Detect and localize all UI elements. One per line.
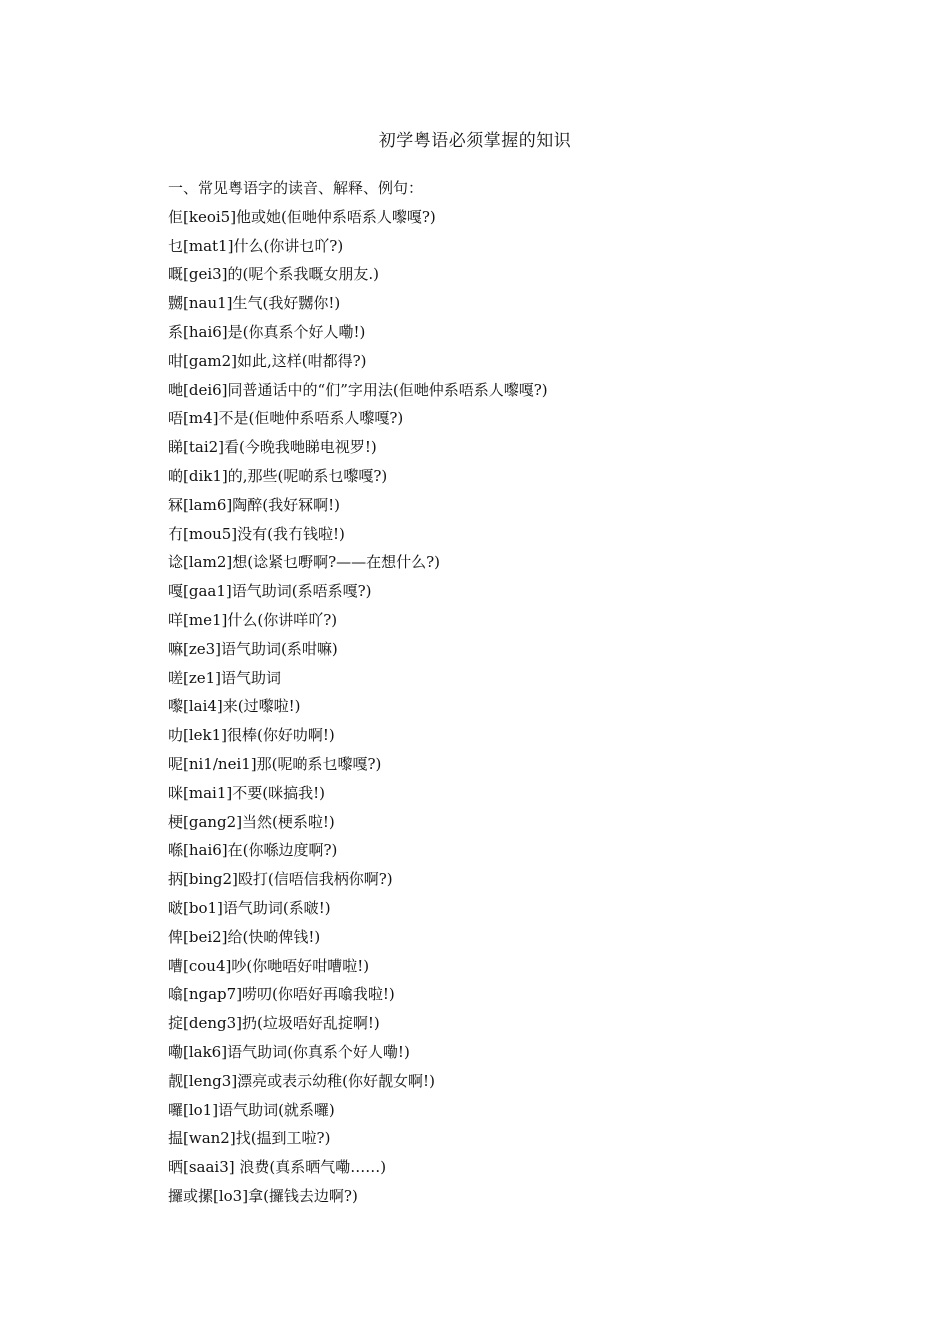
vocab-entry: 唔[m4]不是(佢哋仲系唔系人嚟嘎?) bbox=[168, 409, 404, 428]
vocab-entry: 噏[ngap7]唠叨(你唔好再噏我啦!) bbox=[168, 985, 395, 1004]
vocab-entry: 喺[hai6]在(你喺边度啊?) bbox=[168, 841, 338, 860]
vocabulary-list bbox=[168, 203, 868, 1211]
vocab-entry: 咩[me1]什么(你讲咩吖?) bbox=[168, 610, 338, 629]
vocab-entry: 呢[ni1/nei1]那(呢啲系乜嚟嘎?) bbox=[168, 754, 382, 773]
vocab-entry: 攞或摞[lo3]拿(攞钱去边啊?) bbox=[168, 1186, 358, 1205]
vocab-entry: 嘞[lak6]语气助词(你真系个好人嘞!) bbox=[168, 1042, 410, 1061]
vocab-entry: 啵[bo1]语气助词(系啵!) bbox=[168, 898, 331, 917]
vocab-entry: 啲[dik1]的,那些(呢啲系乜嚟嘎?) bbox=[168, 466, 388, 485]
vocab-entry: 掟[deng3]扔(垃圾唔好乱掟啊!) bbox=[168, 1014, 380, 1033]
vocab-entry: 冇[mou5]没有(我冇钱啦!) bbox=[168, 524, 345, 543]
vocab-entry: 嘛[ze3]语气助词(系咁嘛) bbox=[168, 639, 338, 658]
vocab-entry: 嘎[gaa1]语气助词(系唔系嘎?) bbox=[168, 582, 372, 601]
vocab-entry: 晒[saai3] 浪费(真系晒气嘞……) bbox=[168, 1158, 387, 1177]
vocab-entry: 谂[lam2]想(谂紧乜嘢啊?——在想什么?) bbox=[168, 553, 441, 572]
vocab-entry: 哋[dei6]同普通话中的“们”字用法(佢哋仲系唔系人嚟嘎?) bbox=[168, 380, 548, 399]
vocab-entry: 梗[gang2]当然(梗系啦!) bbox=[168, 812, 335, 831]
document-body bbox=[168, 174, 868, 1211]
vocab-entry: 靓[leng3]漂亮或表示幼稚(你好靓女啊!) bbox=[168, 1071, 435, 1090]
vocab-entry: 系[hai6]是(你真系个好人嘞!) bbox=[168, 322, 366, 341]
vocab-entry: 嗟[ze1]语气助词 bbox=[168, 668, 282, 687]
vocab-entry: 佢[keoi5]他或她(佢哋仲系唔系人嚟嘎?) bbox=[168, 207, 436, 226]
vocab-entry: 叻[lek1]很棒(你好叻啊!) bbox=[168, 726, 335, 745]
section-heading: 一、常见粤语字的读音、解释、例句： bbox=[168, 179, 424, 197]
vocab-entry: 嬲[nau1]生气(我好嬲你!) bbox=[168, 294, 341, 313]
vocab-entry: 咪[mai1]不要(咪搞我!) bbox=[168, 783, 325, 802]
vocab-entry: 俾[bei2]给(快啲俾钱!) bbox=[168, 927, 321, 946]
vocab-entry: 嚟[lai4]来(过嚟啦!) bbox=[168, 697, 301, 716]
vocab-entry: 囉[lo1]语气助词(就系囉) bbox=[168, 1100, 335, 1119]
vocab-entry: 睇[tai2]看(今晚我哋睇电视罗!) bbox=[168, 438, 377, 457]
document-title: 初学粤语必须掌握的知识 bbox=[378, 131, 572, 151]
vocab-entry: 乜[mat1]什么(你讲乜吖?) bbox=[168, 236, 344, 255]
vocab-entry: 冧[lam6]陶醉(我好冧啊!) bbox=[168, 495, 340, 514]
vocab-entry: 嘈[cou4]吵(你哋唔好咁嘈啦!) bbox=[168, 956, 370, 975]
vocab-entry: 嘅[gei3]的(呢个系我嘅女朋友.) bbox=[168, 265, 379, 284]
vocab-entry: 抦[bing2]殴打(信唔信我柄你啊?) bbox=[168, 870, 393, 889]
vocab-entry: 揾[wan2]找(揾到工啦?) bbox=[168, 1129, 331, 1148]
vocab-entry: 咁[gam2]如此,这样(咁都得?) bbox=[168, 351, 367, 370]
